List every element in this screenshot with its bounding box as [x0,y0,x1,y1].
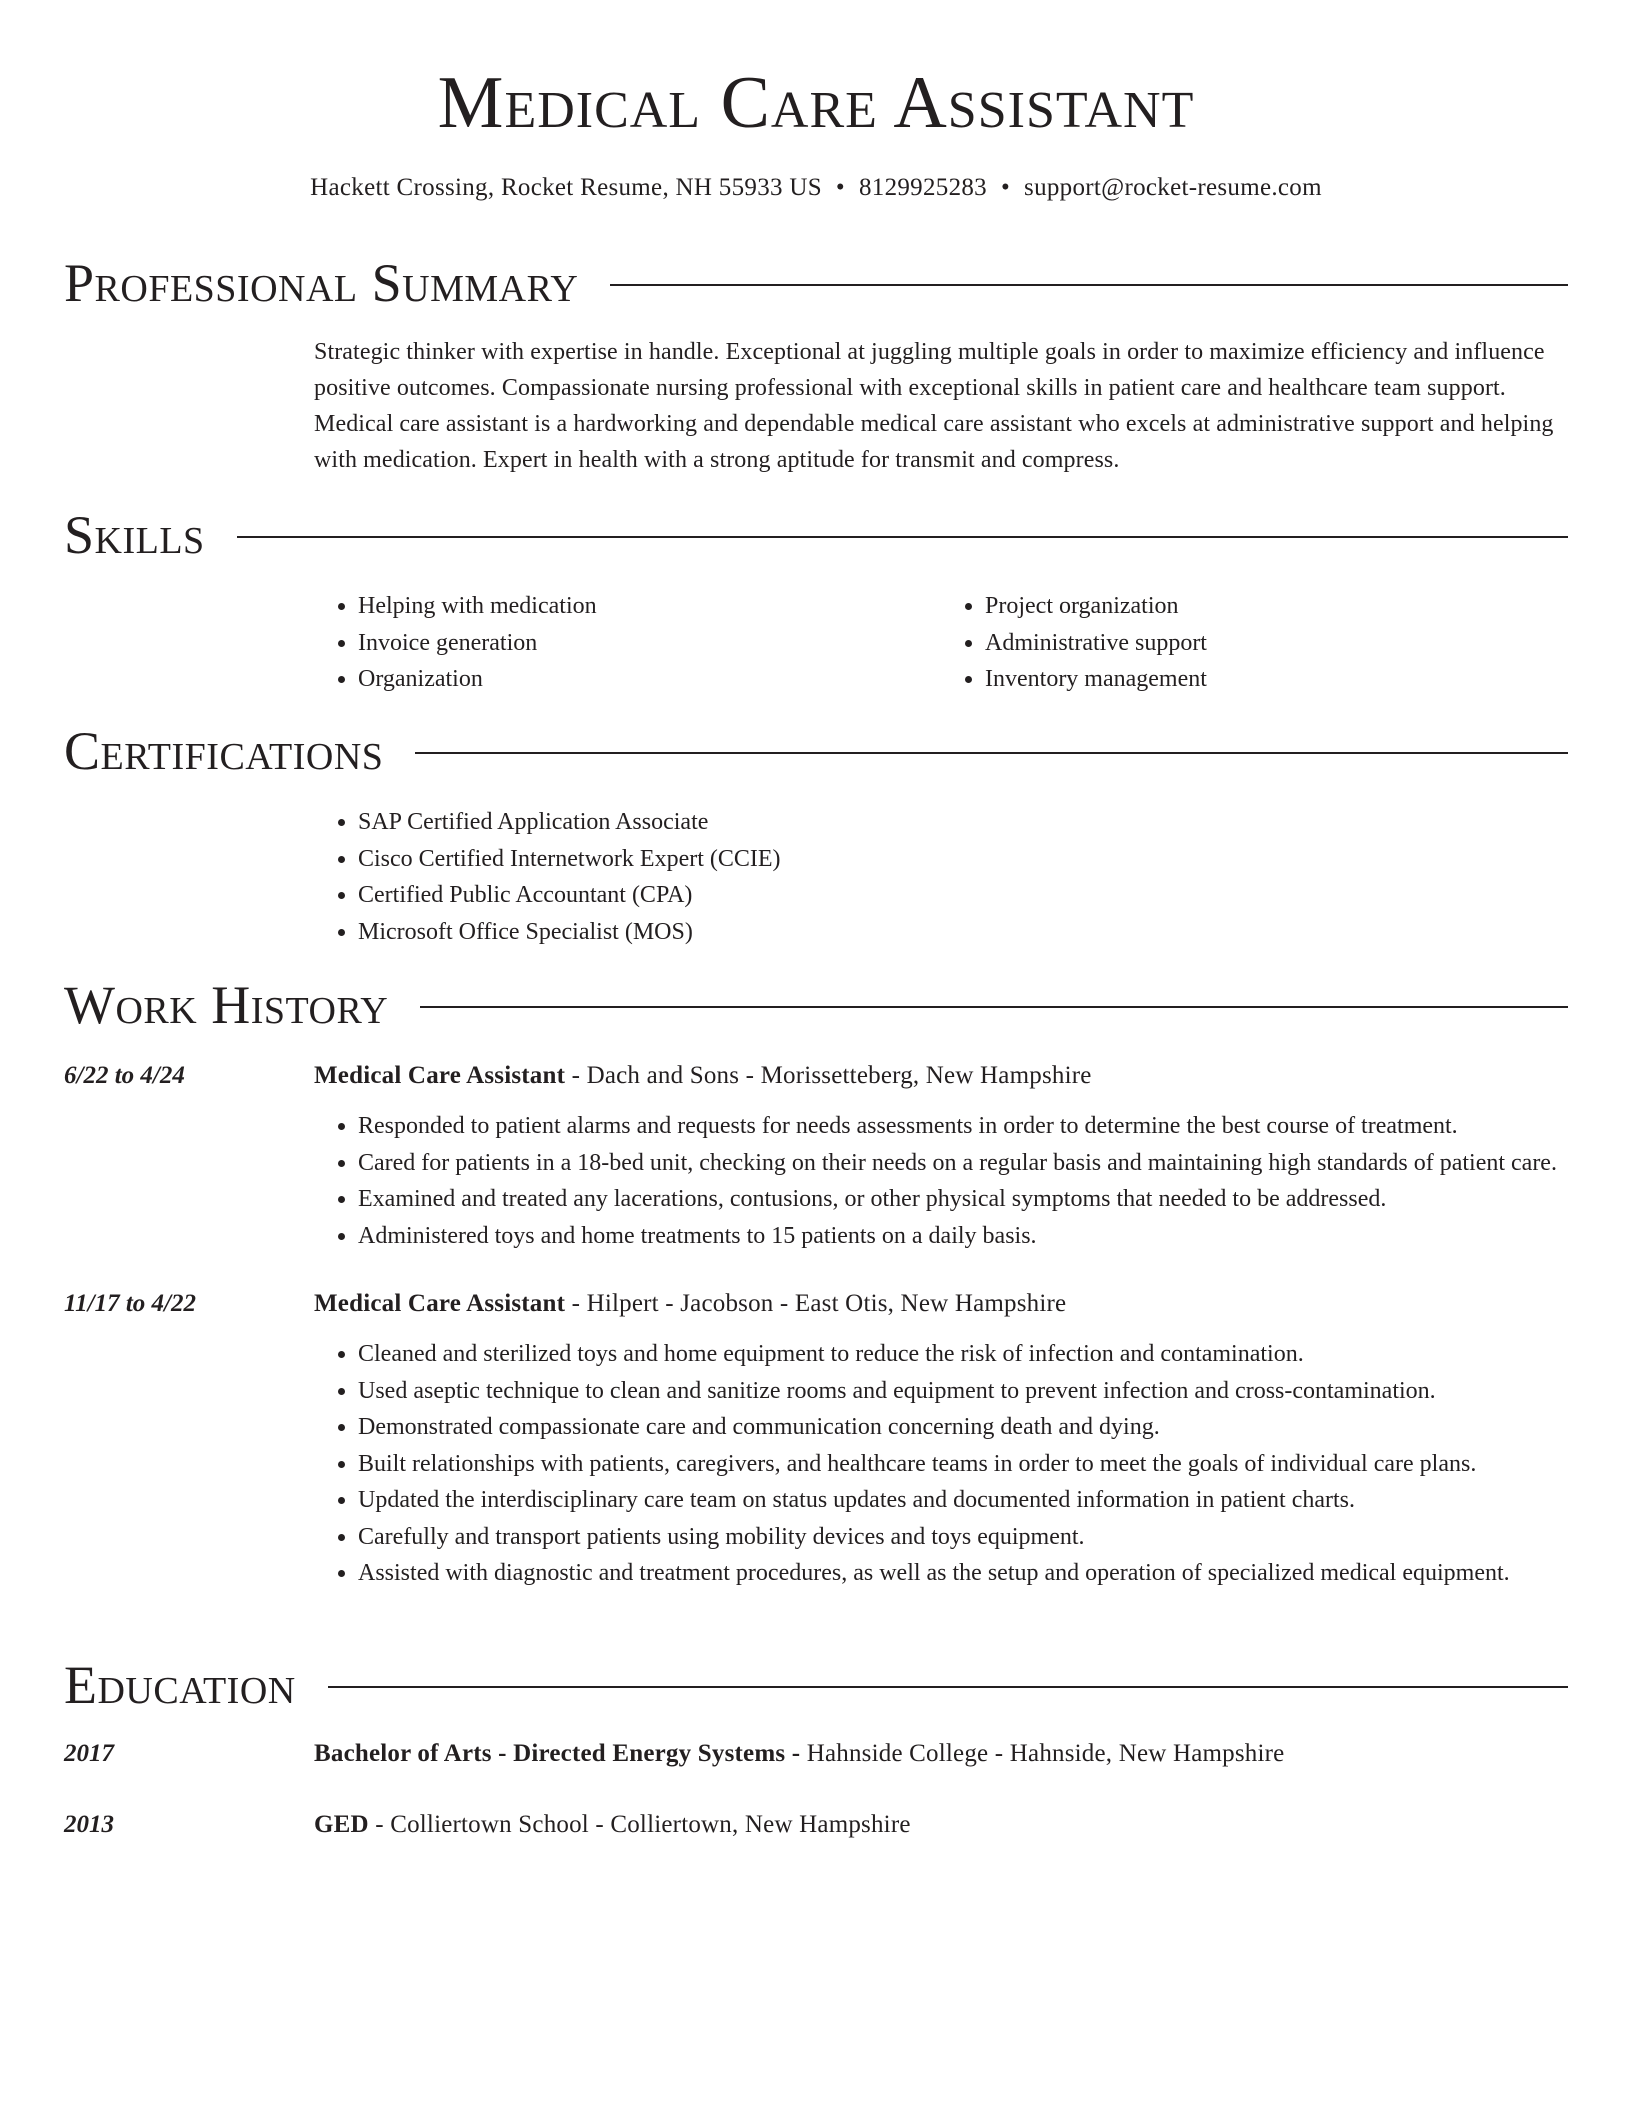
certification-item: • Microsoft Office Specialist (MOS) [358,914,1568,951]
job-bullet: • Cared for patients in a 18-bed unit, checking on their needs on a regular basis and maintaining high standards of patient care. [358,1145,1568,1182]
education-degree: GED [314,1811,369,1838]
section-header [64,720,1568,782]
skill-item: • Helping with medication [358,588,941,625]
certification-item: • Certified Public Accountant (CPA) [358,877,1568,914]
skills-list-right [941,588,1568,698]
skill-item: • Invoice generation [358,625,941,662]
education-year: 2017 [64,1740,114,1767]
contact-email: support@rocket-resume.com [1024,174,1322,201]
job-bullet: • Assisted with diagnostic and treatment procedures, as well as the setup and operation of specialized medical equipment. [358,1555,1568,1592]
section-title: Certifications [64,721,384,781]
section-divider [415,752,1568,754]
education-entry [64,1807,1568,1843]
skill-item: • Project organization [985,588,1568,625]
job-heading [314,1058,1568,1094]
skills-grid [314,588,1568,698]
section-divider [610,284,1568,286]
job-bullet: • Cleaned and sterilized toys and home equipment to reduce the risk of infection and contamination. [358,1336,1568,1373]
skill-item: • Inventory management [985,661,1568,698]
skill-item: • Organization [358,661,941,698]
section-title: Professional Summary [64,253,579,313]
education-heading [314,1736,1568,1772]
contact-separator: • [1000,174,1011,201]
job-bullet: • Demonstrated compassionate care and communication concerning death and dying. [358,1409,1568,1446]
job-bullet: • Carefully and transport patients using mobility devices and toys equipment. [358,1519,1568,1556]
job-entry [64,1286,1568,1592]
summary-text: Strategic thinker with expertise in handle. Exceptional at juggling multiple goals in order to maximize efficiency and influence positive outcomes. Compassionate nursing professional with exceptional skills in patient care and healthcare team support. Medical care assistant is a hardworking and dependable medical care assistant who excels at administrative support and helping with medication. Expert in health with a strong aptitude for transmit and compress. [314,339,1554,473]
job-bullet: • Used aseptic technique to clean and sanitize rooms and equipment to prevent infection and cross-contamination. [358,1373,1568,1410]
certification-item: • SAP Certified Application Associate [358,804,1568,841]
job-dates: 6/22 to 4/24 [64,1062,185,1089]
job-bullet: • Updated the interdisciplinary care team on status updates and documented information in patient charts. [358,1482,1568,1519]
job-heading [314,1286,1568,1322]
job-bullets [314,1336,1568,1592]
section-title: Work History [64,975,389,1035]
section-header [64,252,1568,314]
job-role: Medical Care Assistant [314,1290,566,1317]
education-degree: Bachelor of Arts - Directed Energy Systems - [314,1740,801,1767]
education-school: Hahnside College - Hahnside, New Hampshire [800,1740,1285,1767]
section-title: Skills [64,505,205,565]
section-divider [237,536,1568,538]
section-divider [420,1006,1568,1008]
certifications-section [64,720,1568,950]
section-header [64,1654,1568,1716]
section-header [64,504,1568,566]
contact-line [0,172,1632,204]
education-year: 2013 [64,1811,114,1838]
education-heading [314,1807,1568,1843]
section-header [64,974,1568,1036]
job-bullet: • Administered toys and home treatments to 15 patients on a daily basis. [358,1218,1568,1255]
work-history-section [64,974,1568,1592]
job-bullet: • Built relationships with patients, caregivers, and healthcare teams in order to meet the goals of individual care plans. [358,1446,1568,1483]
job-employer: - Hilpert - Jacobson - East Otis, New Hampshire [565,1290,1067,1317]
contact-address: Hackett Crossing, Rocket Resume, NH 55933 US [310,174,822,201]
education-entry [64,1736,1568,1772]
job-dates: 11/17 to 4/22 [64,1290,196,1317]
certification-item: • Cisco Certified Internetwork Expert (CCIE) [358,841,1568,878]
contact-phone: 8129925283 [858,174,987,201]
education-section [64,1654,1568,1843]
section-title: Education [64,1655,296,1715]
skills-section [64,504,1568,698]
contact-separator: • [835,174,845,201]
job-bullets [314,1108,1568,1254]
skill-item: • Administrative support [985,625,1568,662]
job-employer: - Dach and Sons - Morissetteberg, New Hampshire [565,1062,1092,1089]
job-role: Medical Care Assistant [314,1062,566,1089]
candidate-name: Medical Care Assistant [437,62,1195,144]
section-divider [328,1686,1568,1688]
summary-section [64,252,1568,478]
skills-list-left [314,588,941,698]
job-bullet: • Examined and treated any lacerations, contusions, or other physical symptoms that needed to be addressed. [358,1181,1568,1218]
education-school: - Colliertown School - Colliertown, New Hampshire [368,1811,911,1838]
certifications-list [314,804,1568,950]
job-entry [64,1058,1568,1254]
job-bullet: • Responded to patient alarms and requests for needs assessments in order to determine the best course of treatment. [358,1108,1568,1145]
